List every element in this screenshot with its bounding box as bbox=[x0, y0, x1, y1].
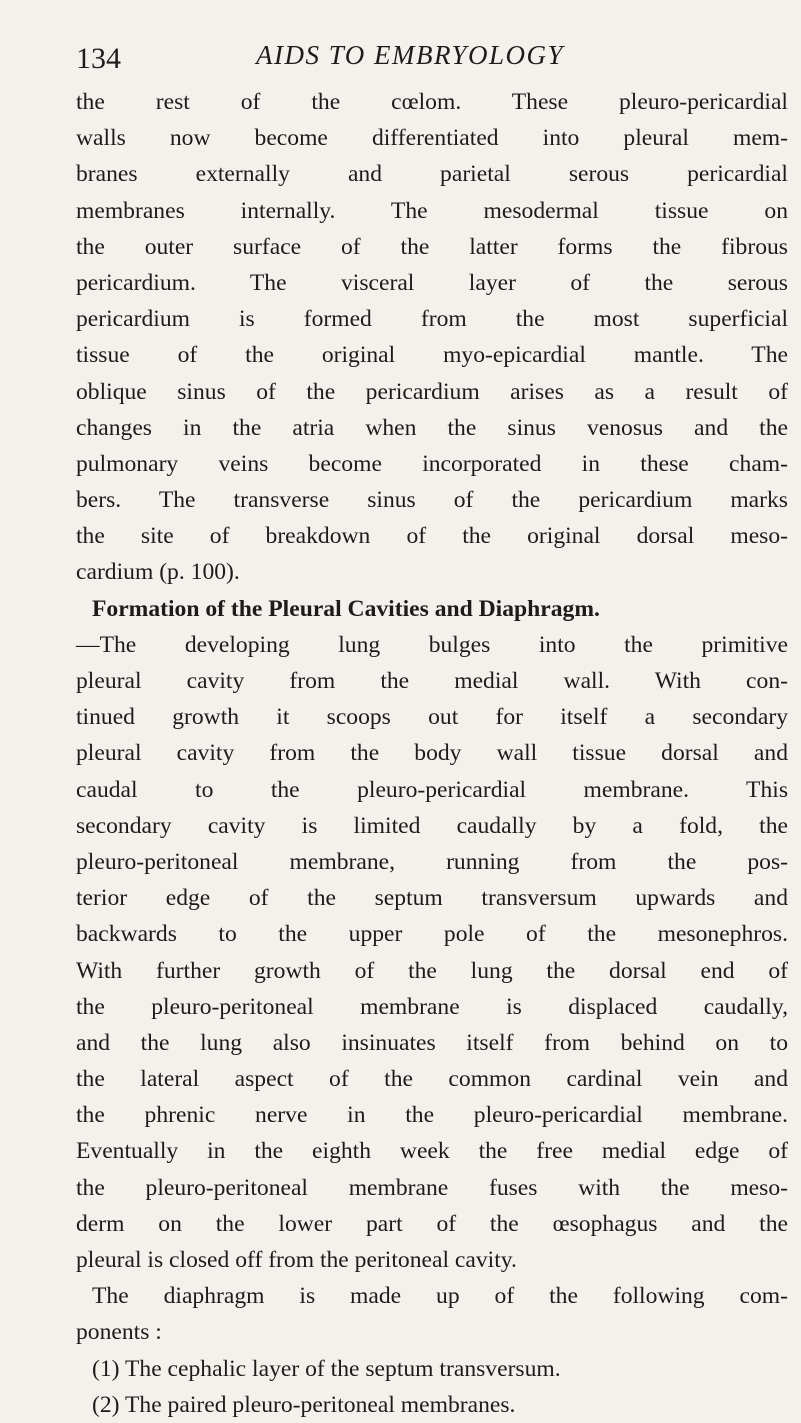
page-number: 134 bbox=[76, 42, 121, 75]
section-heading: Formation of the Pleural Cavities and Diaphragm. bbox=[92, 595, 600, 622]
list-item: (2) The paired pleuro-peritoneal membranes. bbox=[92, 1391, 516, 1418]
text-line: the phrenic nerve in the pleuro-pericardial membrane. bbox=[76, 1102, 788, 1129]
text-line: the site of breakdown of the original dorsal meso- bbox=[76, 523, 788, 550]
running-head bbox=[76, 36, 776, 76]
text-line: the pleuro-peritoneal membrane fuses with the meso- bbox=[76, 1174, 788, 1201]
text-line: branes externally and parietal serous pericardial bbox=[76, 161, 788, 188]
running-title: AIDS TO EMBRYOLOGY bbox=[256, 40, 565, 70]
text-line: terior edge of the septum transversum upwards and bbox=[76, 885, 788, 912]
text-line: caudal to the pleuro-pericardial membrane. This bbox=[76, 776, 788, 803]
text-line: pleuro-peritoneal membrane, running from the pos- bbox=[76, 848, 788, 875]
text-line: membranes internally. The mesodermal tissue on bbox=[76, 197, 788, 224]
text-line: walls now become differentiated into pleural mem- bbox=[76, 125, 788, 152]
text-line: backwards to the upper pole of the mesonephros. bbox=[76, 921, 788, 948]
text-line: pericardium is formed from the most superficial bbox=[76, 306, 788, 333]
list-item: (1) The cephalic layer of the septum transversum. bbox=[92, 1355, 561, 1382]
text-line: pulmonary veins become incorporated in these cham- bbox=[76, 450, 788, 477]
text-line: the pleuro-peritoneal membrane is displaced caudally, bbox=[76, 993, 788, 1020]
text-line: pericardium. The visceral layer of the serous bbox=[76, 269, 788, 296]
text-line: secondary cavity is limited caudally by a fold, the bbox=[76, 812, 788, 839]
text-line: changes in the atria when the sinus venosus and the bbox=[76, 414, 788, 441]
text-line: ponents : bbox=[76, 1319, 162, 1346]
text-line: pleural cavity from the body wall tissue dorsal and bbox=[76, 740, 788, 767]
text-line: bers. The transverse sinus of the pericardium marks bbox=[76, 487, 788, 514]
text-line: tinued growth it scoops out for itself a secondary bbox=[76, 704, 788, 731]
text-line: tissue of the original myo-epicardial mantle. The bbox=[76, 342, 788, 369]
text-line: oblique sinus of the pericardium arises as a result of bbox=[76, 378, 788, 405]
text-line: the lateral aspect of the common cardinal vein and bbox=[76, 1066, 788, 1093]
text-line: pleural cavity from the medial wall. With con- bbox=[76, 668, 788, 694]
text-line: the rest of the cœlom. These pleuro-pericardial bbox=[76, 89, 788, 115]
text-line: Eventually in the eighth week the free medial edge of bbox=[76, 1138, 788, 1165]
text-line: and the lung also insinuates itself from behind on to bbox=[76, 1029, 788, 1056]
text-line: cardium (p. 100). bbox=[76, 559, 240, 586]
text-line: derm on the lower part of the œsophagus and the bbox=[76, 1210, 788, 1237]
body-text bbox=[76, 84, 788, 1423]
text-line: pleural is closed off from the peritoneal cavity. bbox=[76, 1247, 517, 1273]
text-line: With further growth of the lung the dorsal end of bbox=[76, 957, 788, 984]
text-line: The diaphragm is made up of the following com- bbox=[92, 1283, 788, 1310]
text-line: the outer surface of the latter forms the fibrous bbox=[76, 233, 788, 260]
text-line: —The developing lung bulges into the primitive bbox=[76, 631, 788, 658]
